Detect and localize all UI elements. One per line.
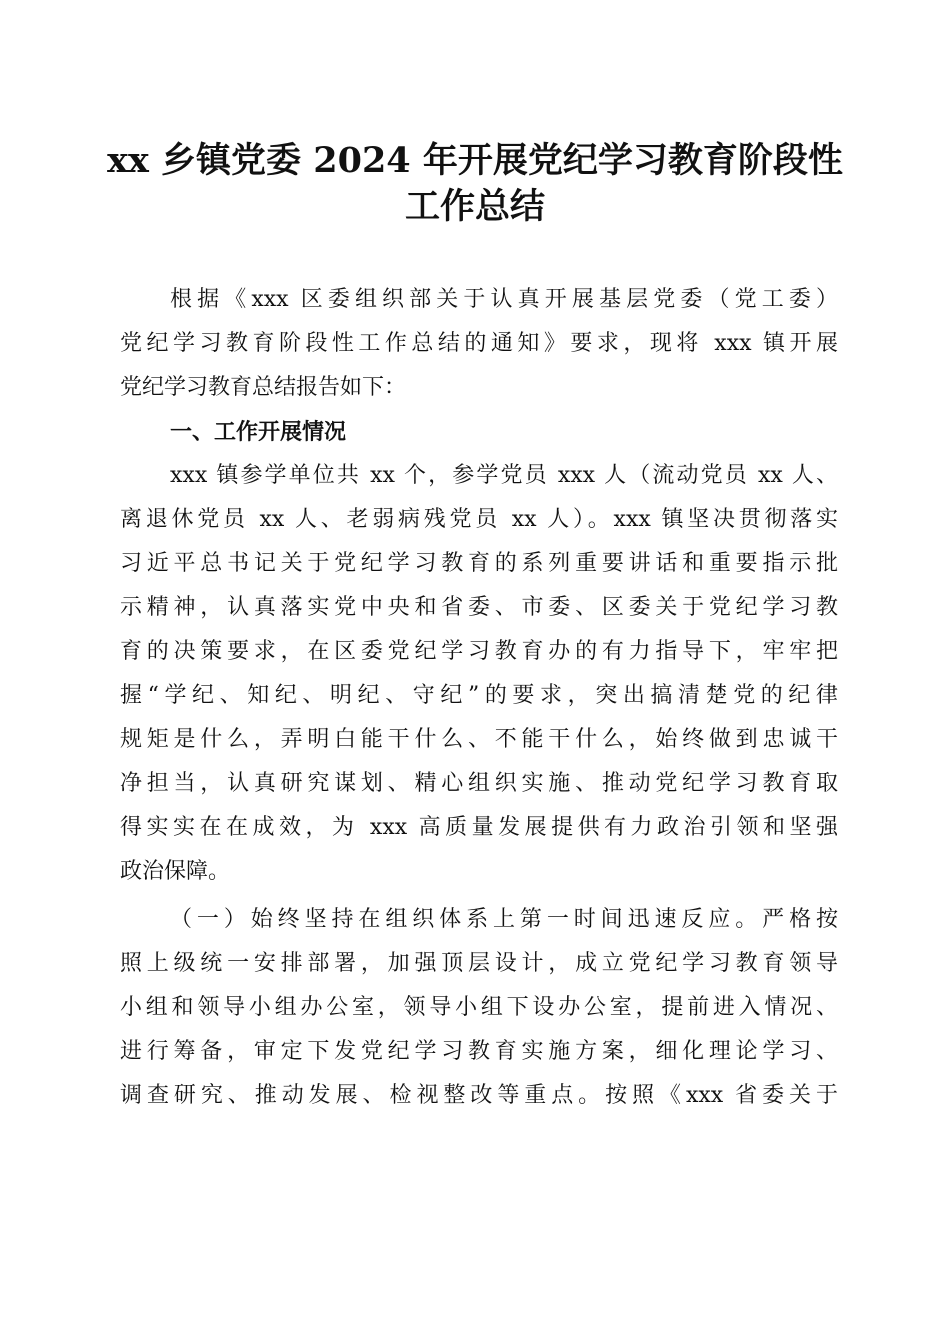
paragraph-line: 照上级统一安排部署，加强顶层设计，成立党纪学习教育领导 (120, 951, 838, 976)
paragraph-line: 调查研究、推动发展、检视整改等重点。按照《xxx 省委关于 (120, 1083, 838, 1108)
paragraph-line: 握“学纪、知纪、明纪、守纪”的要求，突出搞清楚党的纪律 (120, 683, 838, 708)
document-title-line-1: xx 乡镇党委 2024 年开展党纪学习教育阶段性 (107, 140, 843, 181)
paragraph-line: 根据《xxx 区委组织部关于认真开展基层党委（党工委） (170, 287, 838, 312)
paragraph-line: 政治保障。 (120, 859, 231, 884)
paragraph-line: 示精神，认真落实党中央和省委、市委、区委关于党纪学习教 (120, 595, 838, 620)
section-heading: 一、工作开展情况 (170, 419, 347, 445)
paragraph-line: 进行筹备，审定下发党纪学习教育实施方案，细化理论学习、 (120, 1039, 838, 1064)
paragraph-line: 得实实在在成效，为 xxx 高质量发展提供有力政治引领和坚强 (120, 815, 838, 840)
paragraph-line: 净担当，认真研究谋划、精心组织实施、推动党纪学习教育取 (120, 771, 838, 796)
paragraph-line: 习近平总书记关于党纪学习教育的系列重要讲话和重要指示批 (120, 551, 838, 576)
paragraph-line: 党纪学习教育阶段性工作总结的通知》要求，现将 xxx 镇开展 (120, 331, 838, 356)
paragraph-line: 离退休党员 xx 人、老弱病残党员 xx 人）。xxx 镇坚决贯彻落实 (120, 507, 838, 532)
paragraph-line: （一）始终坚持在组织体系上第一时间迅速反应。严格按 (170, 907, 838, 932)
paragraph-line: 小组和领导小组办公室，领导小组下设办公室，提前进入情况、 (120, 995, 838, 1020)
document-title-line-2: 工作总结 (404, 186, 545, 227)
paragraph-line: 育的决策要求，在区委党纪学习教育办的有力指导下，牢牢把 (120, 639, 838, 664)
paragraph-line: 党纪学习教育总结报告如下： (120, 375, 407, 400)
paragraph-line: 规矩是什么，弄明白能干什么、不能干什么，始终做到忠诚干 (120, 727, 838, 752)
paragraph-line: xxx 镇参学单位共 xx 个，参学党员 xxx 人（流动党员 xx 人、 (170, 463, 838, 488)
